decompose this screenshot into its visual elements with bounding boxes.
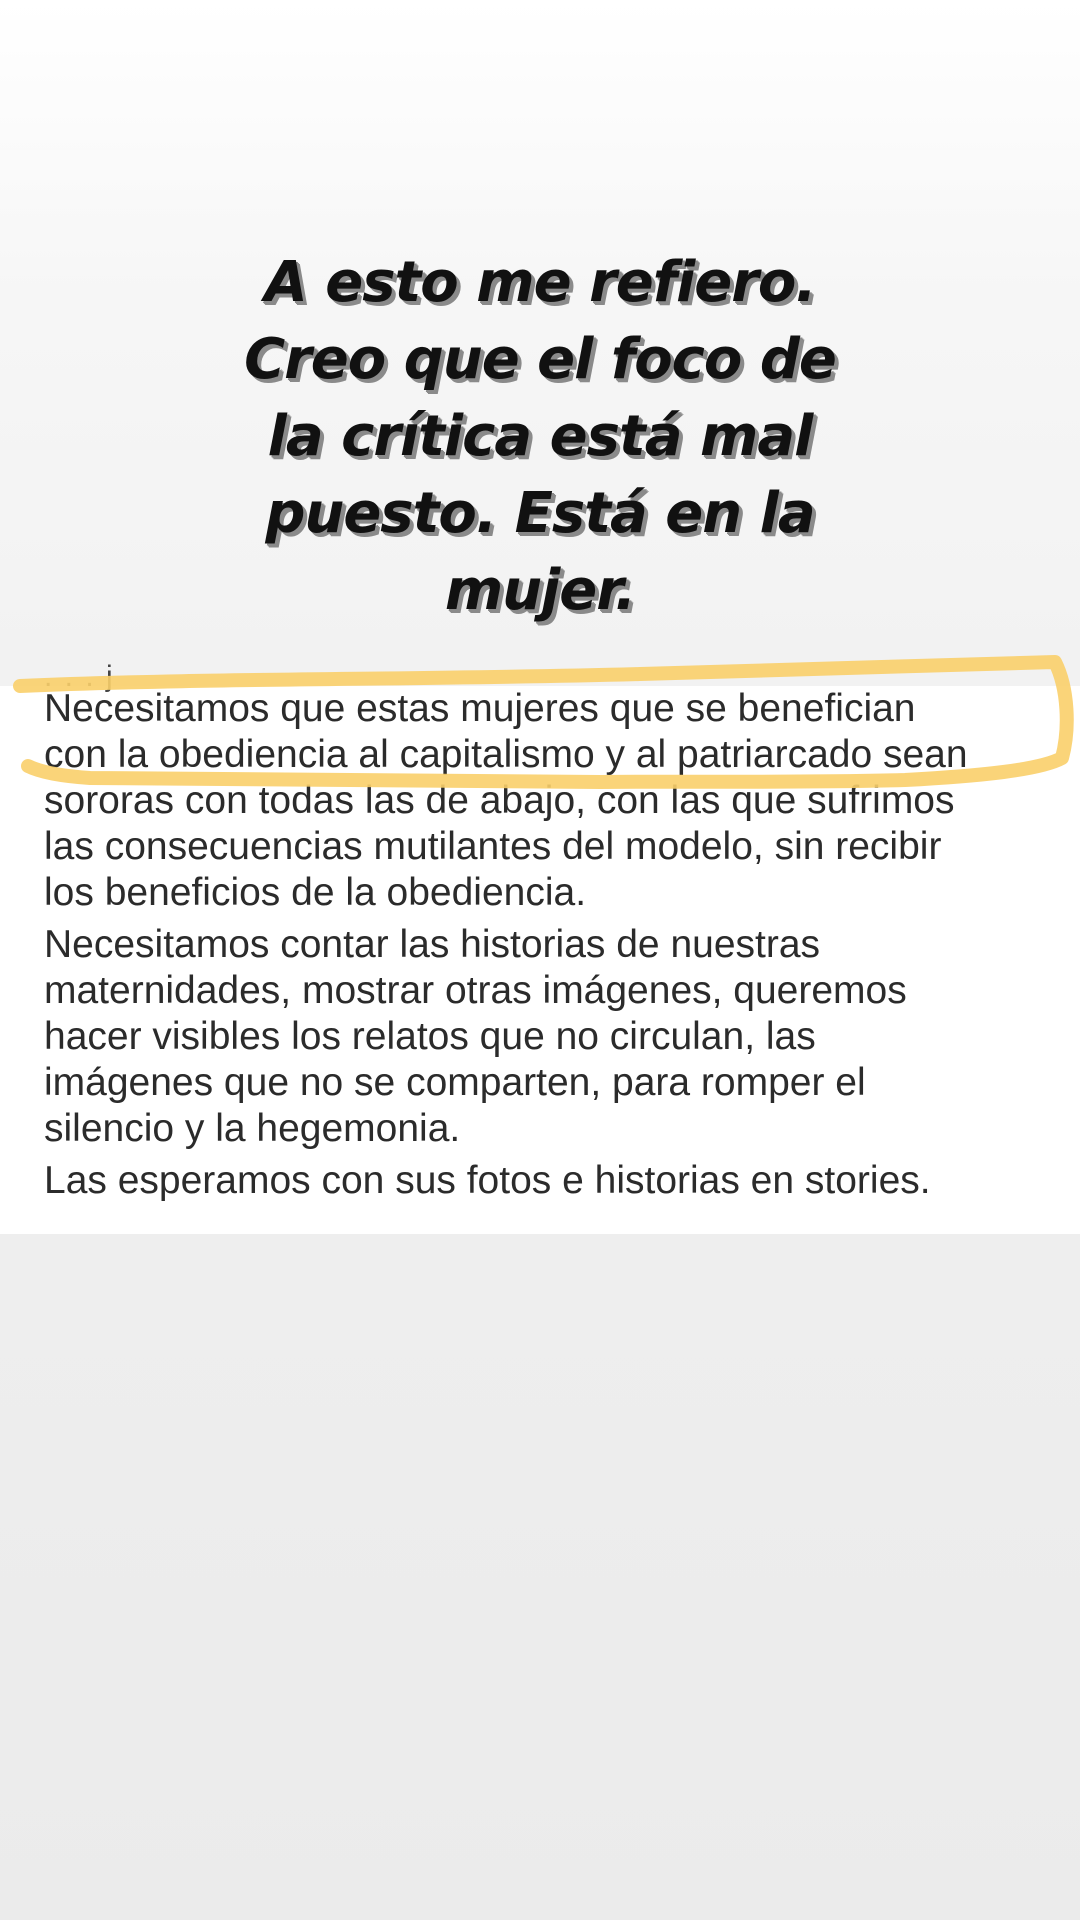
post-line: las consecuencias mutilantes del modelo, sin recibir — [44, 825, 942, 868]
post-line: Necesitamos contar las historias de nuestras — [44, 923, 821, 966]
post-line: maternidades, mostrar otras imágenes, queremos — [44, 969, 907, 1012]
post-text — [44, 686, 1054, 1204]
story-caption — [0, 244, 1080, 629]
post-line: Necesitamos que estas mujeres que se benefician — [44, 687, 916, 730]
post-line: hacer visibles los relatos que no circulan, las — [44, 1015, 816, 1058]
caption-line: A esto me refiero. — [264, 250, 816, 315]
post-line: sororas con todas las de abajo, con las que sufrimos — [44, 779, 955, 822]
post-line: Las esperamos con sus fotos e historias en stories. — [44, 1159, 931, 1202]
post-line: con la obediencia al capitalismo y al patriarcado sean — [44, 733, 968, 776]
post-line: los beneficios de la obediencia. — [44, 871, 587, 914]
caption-line: la crítica está mal — [267, 404, 813, 469]
post-line: silencio y la hegemonia. — [44, 1107, 461, 1150]
caption-line: puesto. Está en la — [265, 481, 815, 546]
post-line: imágenes que no se comparten, para romper el — [44, 1061, 866, 1104]
post-screenshot — [0, 660, 1080, 1234]
caption-line: Creo que el foco de — [244, 327, 836, 392]
caption-line: mujer. — [444, 558, 636, 623]
cut-text-fragment: . . . j — [44, 660, 115, 693]
